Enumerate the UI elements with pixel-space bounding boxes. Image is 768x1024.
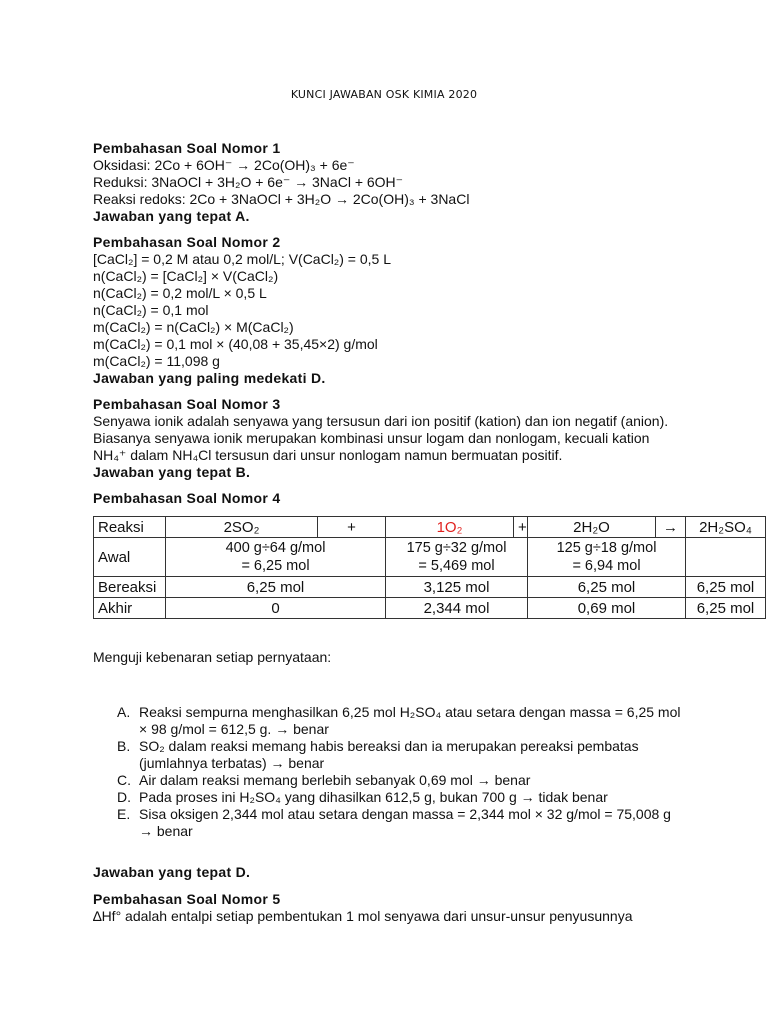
reaction-table [93, 516, 766, 619]
list-item [117, 738, 683, 772]
section-soal-1 [93, 140, 683, 225]
table-header-cell: Reaksi [94, 517, 166, 538]
table-cell: 0 [166, 598, 386, 619]
reaction-table-wrapper [93, 516, 765, 619]
list-item [117, 772, 683, 789]
table-cell [686, 538, 766, 577]
table-cell [386, 538, 528, 577]
document-title: KUNCI JAWABAN OSK KIMIA 2020 [290, 88, 478, 101]
table-header-cell: + [318, 517, 386, 538]
explanation-paragraph: Senyawa ionik adalah senyawa yang tersusun dari ion positif (kation) dan ion negatif (anion). Biasanya senyawa ionik merupakan kombinasi unsur logam dan nonlogam, kecuali kation NH₄⁺ dalam NH₄Cl tersusun dari unsur nonlogam namun bermuatan positif. [93, 413, 669, 463]
table-row-bereaksi [94, 577, 766, 598]
table-row-awal [94, 538, 766, 577]
table-row-label: Bereaksi [94, 577, 166, 598]
table-cell: 6,25 mol [686, 577, 766, 598]
list-marker: B. [117, 738, 131, 754]
table-header-cell: 2H₂O [528, 517, 656, 538]
list-item-text: Reaksi sempurna menghasilkan 6,25 mol H₂SO₄ atau setara dengan massa = 6,25 mol × 98 g/mol = 612,5 g. → benar [139, 704, 681, 737]
list-item-text: SO₂ dalam reaksi memang habis bereaksi dan ia merupakan pereaksi pembatas (jumlahnya terbatas) → benar [139, 738, 639, 771]
answer-line: Jawaban yang tepat B. [93, 464, 251, 480]
definition-line: ∆Hf° adalah entalpi setiap pembentukan 1 mol senyawa dari unsur-unsur penyusunnya [93, 908, 633, 924]
calc-line: m(CaCl₂) = 11,098 g [93, 353, 220, 369]
answer-line: Jawaban yang paling medekati D. [93, 370, 326, 386]
calc-text: 175 g÷32 g/mol [406, 540, 507, 556]
statement-list [93, 704, 683, 840]
table-cell: 6,25 mol [166, 577, 386, 598]
table-header-cell: 2SO₂ [166, 517, 318, 538]
calc-text: = 5,469 mol [418, 558, 495, 574]
document-body [93, 140, 755, 934]
list-item-text: Pada proses ini H₂SO₄ yang dihasilkan 612,5 g, bukan 700 g → tidak benar [139, 789, 608, 805]
section-soal-2 [93, 234, 683, 387]
calc-line: [CaCl₂] = 0,2 M atau 0,2 mol/L; V(CaCl₂) = 0,5 L [93, 251, 391, 267]
table-cell: 6,25 mol [528, 577, 686, 598]
table-row-label: Awal [94, 538, 166, 577]
list-marker: D. [117, 789, 131, 805]
equation-line: Oksidasi: 2Co + 6OH⁻ → 2Co(OH)₃ + 6e⁻ [93, 157, 355, 173]
table-row-label: Akhir [94, 598, 166, 619]
section-soal-5 [93, 891, 683, 925]
list-item-text: Sisa oksigen 2,344 mol atau setara dengan massa = 2,344 mol × 32 g/mol = 75,008 g → benar [139, 806, 671, 839]
list-item [117, 789, 683, 806]
calc-text: = 6,25 mol [241, 558, 310, 574]
table-row-akhir [94, 598, 766, 619]
table-header-cell: 2H₂SO₄ [686, 517, 766, 538]
section-heading: Pembahasan Soal Nomor 4 [93, 490, 281, 506]
list-item [117, 806, 683, 840]
calc-line: m(CaCl₂) = n(CaCl₂) × M(CaCl₂) [93, 319, 294, 335]
list-item-text: Air dalam reaksi memang berlebih sebanyak 0,69 mol → benar [139, 772, 531, 788]
table-cell [528, 538, 686, 577]
calc-text: = 6,94 mol [572, 558, 641, 574]
equation-line: Reaksi redoks: 2Co + 3NaOCl + 3H₂O → 2Co(OH)₃ + 3NaCl [93, 191, 470, 207]
calc-line: m(CaCl₂) = 0,1 mol × (40,08 + 35,45×2) g/mol [93, 336, 378, 352]
table-cell [166, 538, 386, 577]
calc-text: 400 g÷64 g/mol [225, 540, 326, 556]
list-marker: E. [117, 806, 131, 822]
section-heading: Pembahasan Soal Nomor 3 [93, 396, 281, 412]
calc-text: 125 g÷18 g/mol [556, 540, 657, 556]
list-item [117, 704, 683, 738]
table-header-row [94, 517, 766, 538]
calc-line: n(CaCl₂) = [CaCl₂] × V(CaCl₂) [93, 268, 279, 284]
calc-line: n(CaCl₂) = 0,1 mol [93, 302, 209, 318]
section-soal-4 [93, 490, 755, 881]
table-cell: 3,125 mol [386, 577, 528, 598]
table-header-cell: → [656, 517, 686, 538]
equation-line: Reduksi: 3NaOCl + 3H₂O + 6e⁻ → 3NaCl + 6OH⁻ [93, 174, 404, 190]
answer-line: Jawaban yang tepat D. [93, 864, 251, 880]
section-soal-3 [93, 396, 683, 481]
intro-text: Menguji kebenaran setiap pernyataan: [93, 649, 332, 665]
table-cell: 0,69 mol [528, 598, 686, 619]
table-cell: 6,25 mol [686, 598, 766, 619]
section-heading: Pembahasan Soal Nomor 1 [93, 140, 281, 156]
list-marker: C. [117, 772, 131, 788]
section-heading: Pembahasan Soal Nomor 2 [93, 234, 281, 250]
table-cell: 2,344 mol [386, 598, 528, 619]
table-header-cell: + [514, 517, 528, 538]
answer-line: Jawaban yang tepat A. [93, 208, 250, 224]
section-heading: Pembahasan Soal Nomor 5 [93, 891, 281, 907]
calc-line: n(CaCl₂) = 0,2 mol/L × 0,5 L [93, 285, 267, 301]
table-header-cell: 1O₂ [386, 517, 514, 538]
list-marker: A. [117, 704, 131, 720]
